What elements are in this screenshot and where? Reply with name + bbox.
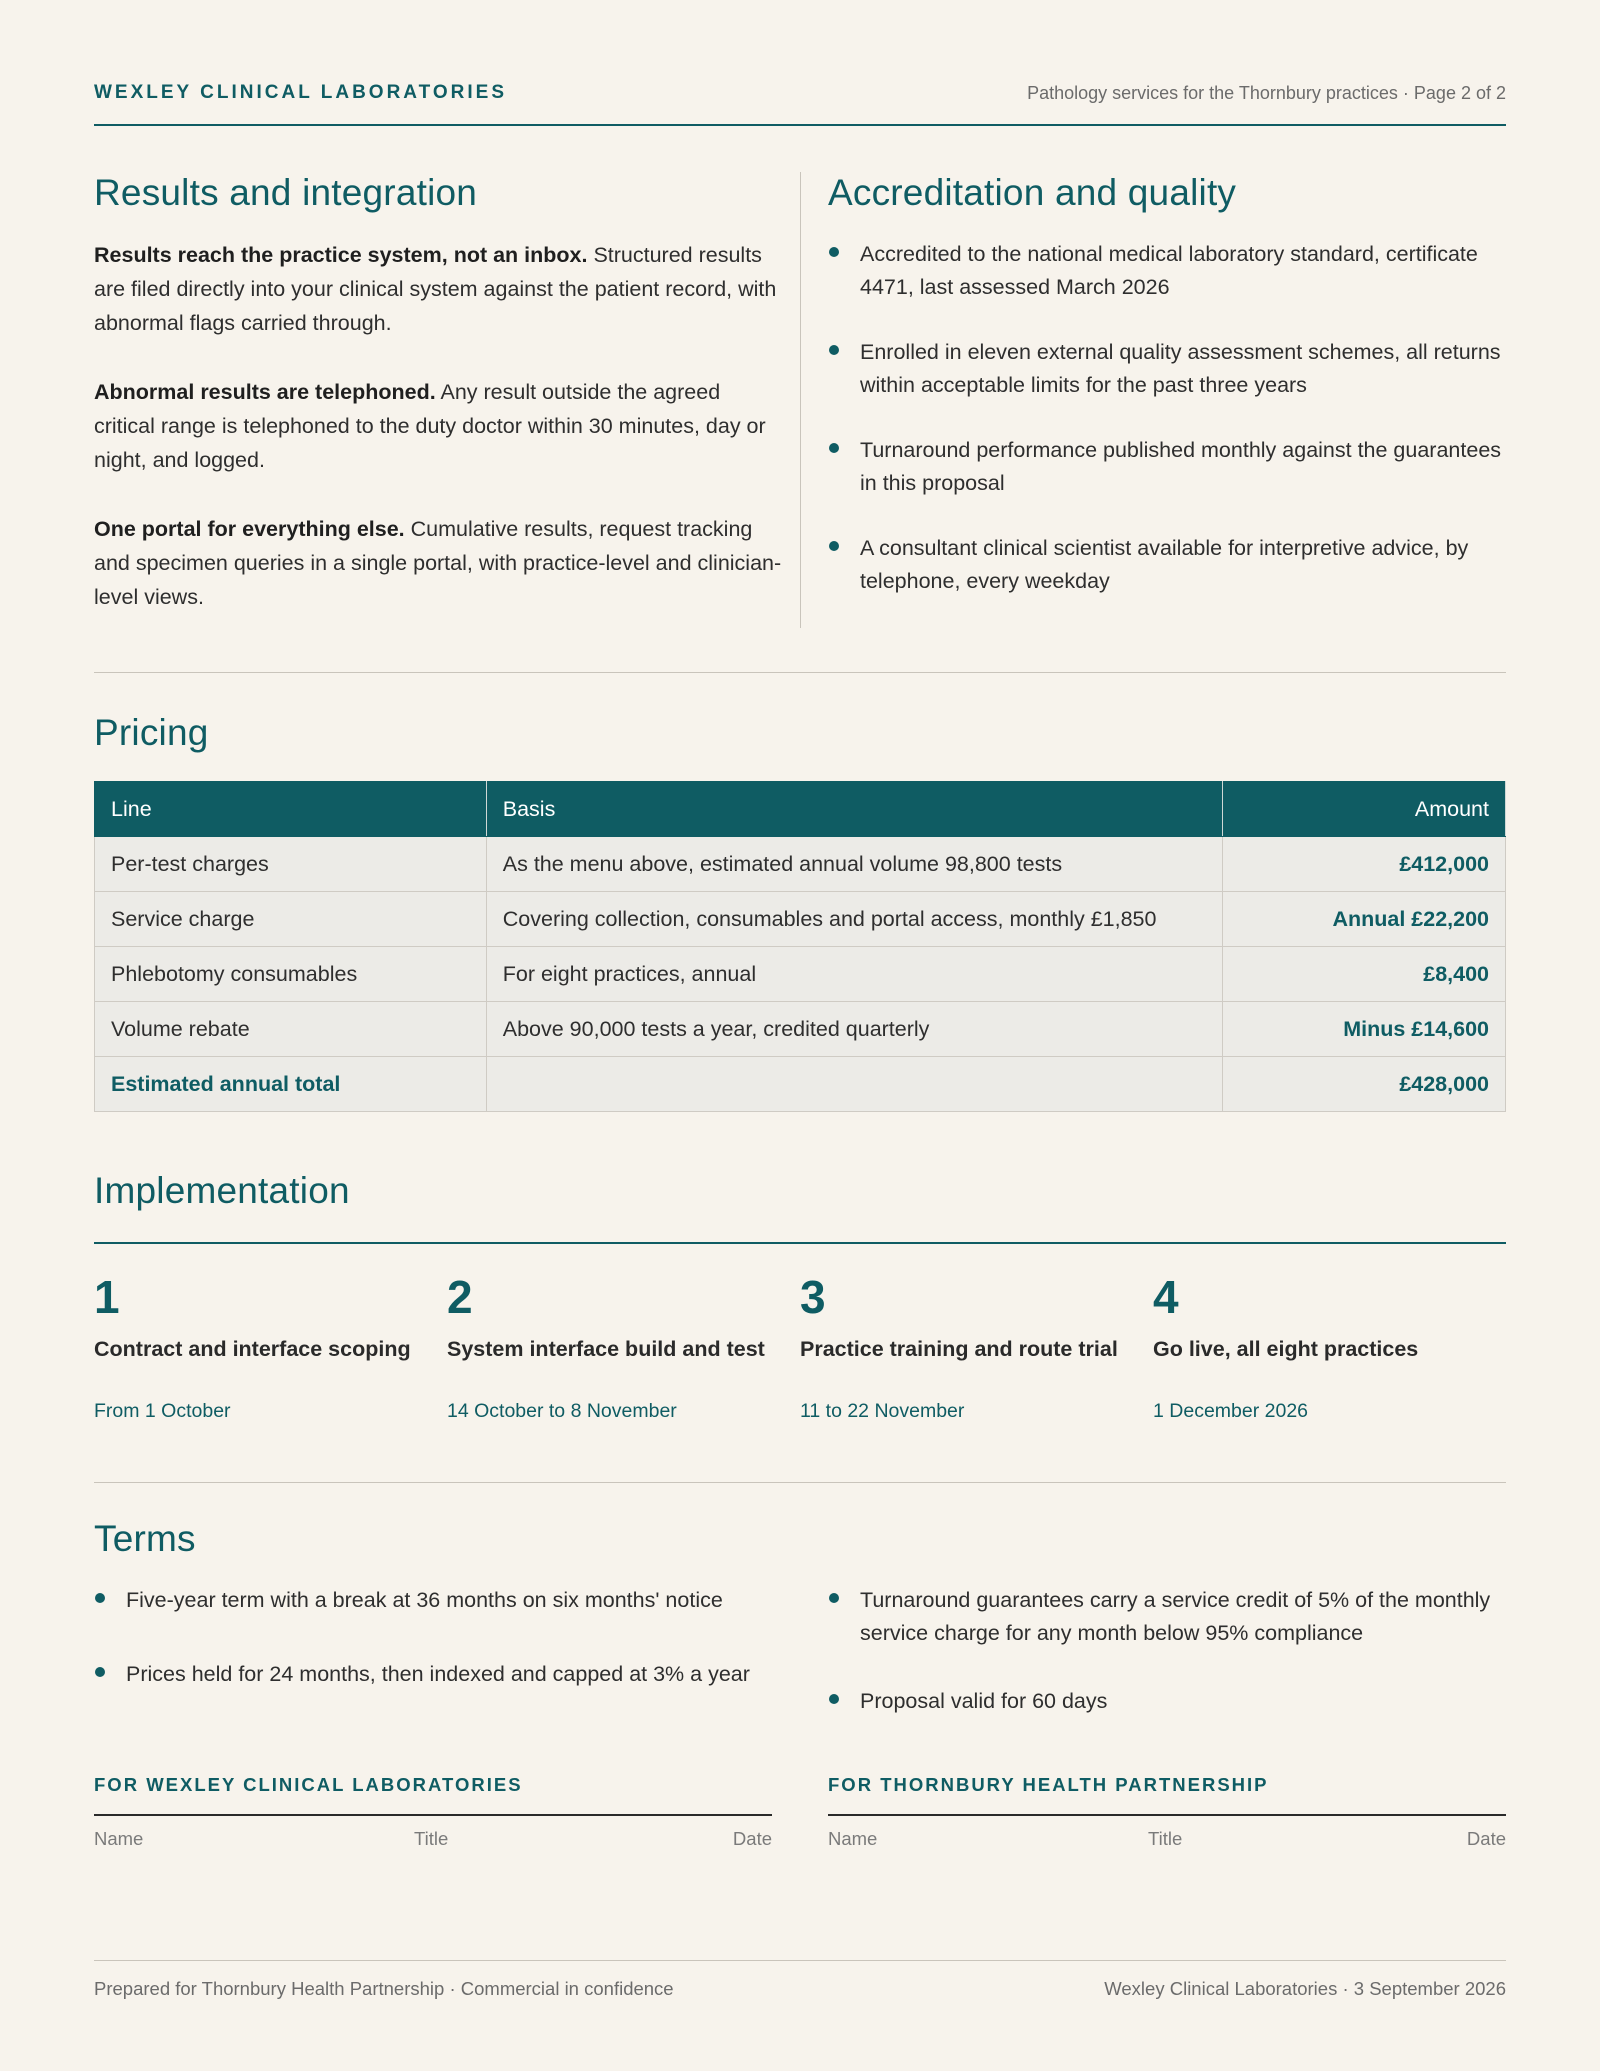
step-title: Contract and interface scoping (94, 1337, 411, 1361)
basis-cell: As the menu above, estimated annual volume 98,800 tests (486, 837, 1222, 892)
implementation-steps (94, 1270, 1506, 1423)
signature-date-field[interactable]: Date (1466, 1828, 1506, 1849)
signature-title-field[interactable]: Title (1148, 1828, 1183, 1849)
pricing-table (94, 781, 1506, 1112)
amount-cell: £8,400 (1223, 947, 1506, 1002)
footer-left: Prepared for Thornbury Health Partnership · Commercial in confidence (94, 1978, 674, 1999)
terms-left-column (94, 1570, 784, 1732)
implementation-rule (94, 1242, 1506, 1244)
accreditation-list (828, 238, 1506, 598)
paragraph-lead: One portal for everything else. (94, 517, 405, 541)
step-date: 14 October to 8 November (447, 1400, 677, 1422)
terms-title: Terms (94, 1518, 196, 1559)
page-footer (94, 1960, 1506, 2000)
table-row (95, 1002, 1506, 1057)
signature-label: FOR WEXLEY CLINICAL LABORATORIES (94, 1774, 772, 1816)
amount-cell: £412,000 (1223, 837, 1506, 892)
signature-name-field[interactable]: Name (828, 1828, 878, 1849)
paragraph-text: Structured results are filed directly into your clinical system against the patient record, with abnormal flags carried through. (94, 243, 777, 335)
step-number: 3 (800, 1271, 826, 1323)
line-cell: Service charge (95, 892, 487, 947)
step-item (447, 1270, 800, 1423)
terms-right-column (828, 1570, 1506, 1753)
paragraph-lead: Results reach the practice system, not an inbox. (94, 243, 588, 267)
step-date: From 1 October (94, 1400, 231, 1422)
step-title: Practice training and route trial (800, 1337, 1118, 1361)
step-item (1153, 1270, 1506, 1423)
signature-name-field[interactable]: Name (94, 1828, 144, 1849)
total-row (95, 1057, 1506, 1112)
results-paragraph (94, 512, 784, 614)
list-item: Accredited to the national medical laboratory standard, certificate 4471, last assessed March 2026 (828, 238, 1506, 304)
results-section (94, 172, 784, 614)
column-header-line: Line (95, 782, 487, 837)
results-paragraph (94, 375, 784, 477)
table-header-row (95, 782, 1506, 837)
signature-fields (94, 1828, 772, 1858)
column-divider (800, 172, 801, 628)
results-paragraph (94, 238, 784, 340)
section-divider (94, 1482, 1506, 1483)
basis-cell: For eight practices, annual (486, 947, 1222, 1002)
step-number: 4 (1153, 1271, 1179, 1323)
step-title: Go live, all eight practices (1153, 1337, 1419, 1361)
total-label: Estimated annual total (95, 1057, 487, 1112)
total-amount: £428,000 (1223, 1057, 1506, 1112)
list-item: Prices held for 24 months, then indexed and capped at 3% a year (94, 1658, 784, 1691)
paragraph-text: Cumulative results, request tracking and specimen queries in a single portal, with practice-level and clinician-level views. (94, 517, 782, 609)
signature-title-field[interactable]: Title (414, 1828, 449, 1849)
accreditation-title: Accreditation and quality (828, 172, 1237, 213)
basis-cell: Above 90,000 tests a year, credited quarterly (486, 1002, 1222, 1057)
list-item: Proposal valid for 60 days (828, 1685, 1506, 1718)
pricing-title: Pricing (94, 712, 209, 753)
list-item: Five-year term with a break at 36 months on six months' notice (94, 1584, 784, 1617)
section-divider (94, 672, 1506, 673)
amount-cell: Minus £14,600 (1223, 1002, 1506, 1057)
amount-cell: Annual £22,200 (1223, 892, 1506, 947)
total-basis (486, 1057, 1222, 1112)
signature-block-wexley (94, 1774, 772, 1858)
step-number: 1 (94, 1271, 120, 1323)
line-cell: Per-test charges (95, 837, 487, 892)
step-title: System interface build and test (447, 1337, 765, 1361)
list-item: Enrolled in eleven external quality assessment schemes, all returns within acceptable limits for the past three years (828, 336, 1506, 402)
footer-right: Wexley Clinical Laboratories · 3 September 2026 (1104, 1978, 1506, 1999)
signature-date-field[interactable]: Date (732, 1828, 772, 1849)
paragraph-text: Any result outside the agreed critical range is telephoned to the duty doctor within 30 minutes, day or night, and logged. (94, 380, 766, 472)
column-header-basis: Basis (486, 782, 1222, 837)
results-title: Results and integration (94, 172, 478, 213)
step-item (800, 1270, 1153, 1423)
paragraph-lead: Abnormal results are telephoned. (94, 380, 436, 404)
line-cell: Volume rebate (95, 1002, 487, 1057)
step-number: 2 (447, 1271, 473, 1323)
signature-fields (828, 1828, 1506, 1858)
step-item (94, 1270, 447, 1423)
list-item: A consultant clinical scientist available for interpretive advice, by telephone, every weekday (828, 532, 1506, 598)
signature-block-thornbury (828, 1774, 1506, 1858)
step-date: 11 to 22 November (800, 1400, 965, 1422)
step-date: 1 December 2026 (1153, 1400, 1309, 1422)
signature-label: FOR THORNBURY HEALTH PARTNERSHIP (828, 1774, 1506, 1816)
list-item: Turnaround performance published monthly against the guarantees in this proposal (828, 434, 1506, 500)
table-row (95, 947, 1506, 1002)
list-item: Turnaround guarantees carry a service credit of 5% of the monthly service charge for any month below 95% compliance (828, 1584, 1506, 1650)
header-subtitle: Pathology services for the Thornbury practices · Page 2 of 2 (1027, 83, 1506, 103)
terms-list (828, 1584, 1506, 1718)
column-header-amount: Amount (1223, 782, 1506, 837)
line-cell: Phlebotomy consumables (95, 947, 487, 1002)
terms-list (94, 1584, 784, 1691)
table-row (95, 892, 1506, 947)
accreditation-section (828, 172, 1506, 630)
basis-cell: Covering collection, consumables and portal access, monthly £1,850 (486, 892, 1222, 947)
implementation-title: Implementation (94, 1170, 350, 1211)
page-header (94, 82, 1506, 126)
brand-name: WEXLEY CLINICAL LABORATORIES (94, 82, 508, 103)
proposal-page (94, 0, 1506, 2071)
table-row (95, 837, 1506, 892)
